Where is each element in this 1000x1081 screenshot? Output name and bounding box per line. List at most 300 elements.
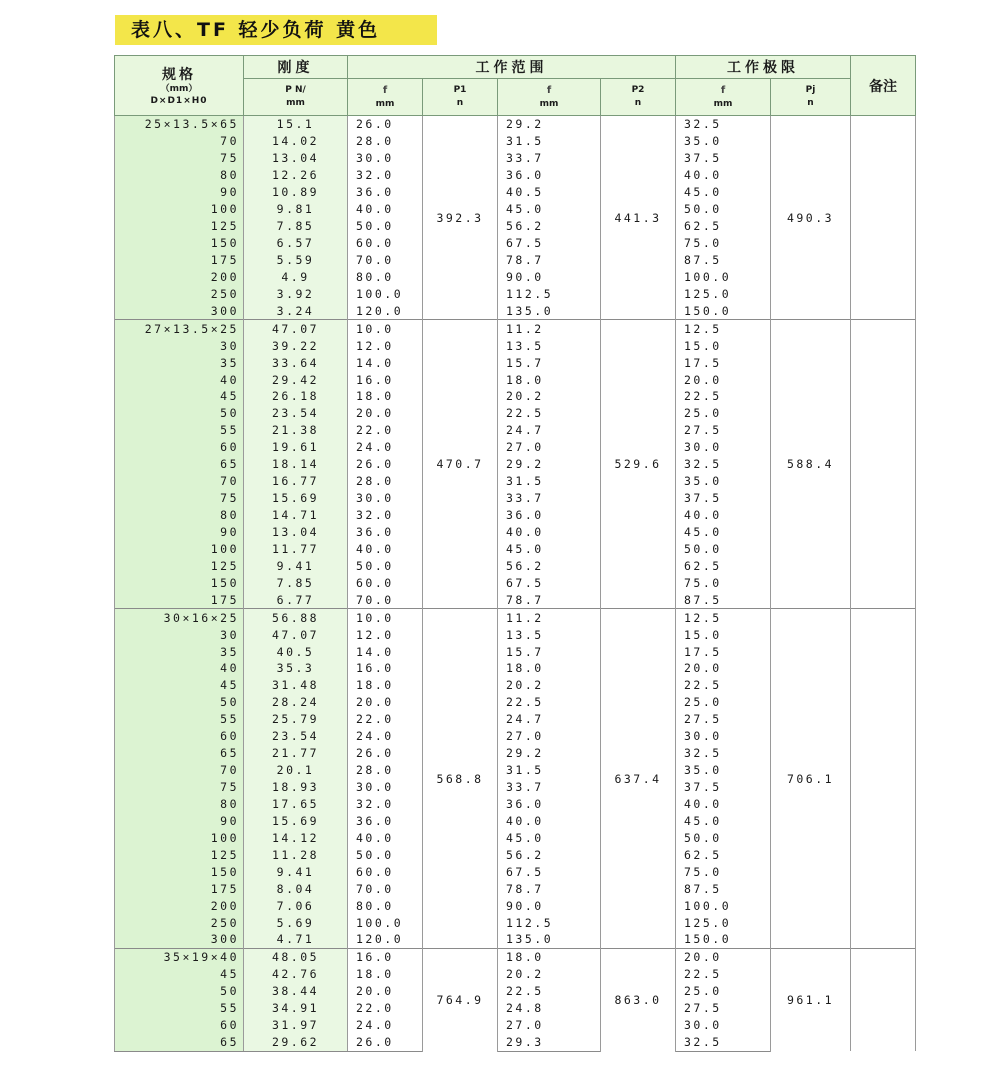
fj-cell: 37.5 bbox=[676, 779, 771, 796]
f2-cell: 56.2 bbox=[498, 557, 601, 574]
spec-cell: 300 bbox=[115, 302, 244, 319]
stiffness-cell: 5.59 bbox=[244, 252, 348, 269]
f2-cell: 45.0 bbox=[498, 201, 601, 218]
f1-cell: 24.0 bbox=[348, 728, 423, 745]
f1-cell: 50.0 bbox=[348, 846, 423, 863]
f1-header bbox=[348, 79, 423, 116]
f2-cell: 27.0 bbox=[498, 1017, 601, 1034]
fj-header bbox=[676, 79, 771, 116]
fj-cell: 50.0 bbox=[676, 201, 771, 218]
stiffness-cell: 15.1 bbox=[244, 116, 348, 133]
spec-cell: 65 bbox=[115, 745, 244, 762]
stiffness-cell: 8.04 bbox=[244, 880, 348, 897]
f2-header bbox=[498, 79, 601, 116]
spec-cell: 125 bbox=[115, 218, 244, 235]
f2-cell: 90.0 bbox=[498, 268, 601, 285]
p2-cell: 637.4 bbox=[601, 609, 676, 949]
f1-cell: 100.0 bbox=[348, 914, 423, 931]
f1-cell: 16.0 bbox=[348, 371, 423, 388]
fj-cell: 45.0 bbox=[676, 184, 771, 201]
spec-cell: 55 bbox=[115, 1000, 244, 1017]
spec-cell: 60 bbox=[115, 439, 244, 456]
spec-header bbox=[115, 56, 244, 116]
stiffness-cell: 47.07 bbox=[244, 626, 348, 643]
stiffness-unit: P N/ bbox=[285, 85, 306, 95]
f1-cell: 20.0 bbox=[348, 983, 423, 1000]
stiffness-cell: 13.04 bbox=[244, 150, 348, 167]
spec-cell: 70 bbox=[115, 762, 244, 779]
stiffness-cell: 7.85 bbox=[244, 218, 348, 235]
fj-cell: 27.5 bbox=[676, 711, 771, 728]
stiffness-cell: 9.41 bbox=[244, 863, 348, 880]
f1-cell: 28.0 bbox=[348, 473, 423, 490]
fj-unit: mm bbox=[713, 98, 733, 109]
fj-cell: 27.5 bbox=[676, 1000, 771, 1017]
stiffness-cell: 21.77 bbox=[244, 745, 348, 762]
spec-cell: 150 bbox=[115, 235, 244, 252]
stiffness-cell: 47.07 bbox=[244, 320, 348, 337]
f2-cell: 40.5 bbox=[498, 184, 601, 201]
f2-cell: 67.5 bbox=[498, 863, 601, 880]
fj-cell: 62.5 bbox=[676, 218, 771, 235]
f2-cell: 67.5 bbox=[498, 574, 601, 591]
fj-cell: 37.5 bbox=[676, 150, 771, 167]
spec-cell: 250 bbox=[115, 285, 244, 302]
f2-cell: 29.2 bbox=[498, 116, 601, 133]
stiffness-cell: 19.61 bbox=[244, 439, 348, 456]
f1-cell: 40.0 bbox=[348, 201, 423, 218]
spec-cell: 35 bbox=[115, 643, 244, 660]
fj-cell: 20.0 bbox=[676, 371, 771, 388]
spec-cell: 80 bbox=[115, 507, 244, 524]
f2-cell: 78.7 bbox=[498, 252, 601, 269]
spec-cell: 40 bbox=[115, 371, 244, 388]
fj-cell: 30.0 bbox=[676, 1017, 771, 1034]
stiffness-cell: 20.1 bbox=[244, 762, 348, 779]
spec-cell: 90 bbox=[115, 184, 244, 201]
stiffness-cell: 13.04 bbox=[244, 524, 348, 541]
stiffness-cell: 35.3 bbox=[244, 660, 348, 677]
pj-cell: 706.1 bbox=[771, 609, 851, 949]
f2-cell: 27.0 bbox=[498, 728, 601, 745]
spec-cell: 50 bbox=[115, 694, 244, 711]
f1-cell: 26.0 bbox=[348, 745, 423, 762]
f2-cell: 40.0 bbox=[498, 812, 601, 829]
fj-cell: 32.5 bbox=[676, 1034, 771, 1051]
p2-symbol: P2 bbox=[631, 85, 645, 95]
f2-cell: 20.2 bbox=[498, 388, 601, 405]
spec-cell: 200 bbox=[115, 268, 244, 285]
spec-cell: 30 bbox=[115, 626, 244, 643]
f1-cell: 60.0 bbox=[348, 863, 423, 880]
spec-cell: 75 bbox=[115, 150, 244, 167]
stiffness-cell: 11.77 bbox=[244, 540, 348, 557]
f2-cell: 15.7 bbox=[498, 354, 601, 371]
f1-cell: 40.0 bbox=[348, 829, 423, 846]
f1-cell: 50.0 bbox=[348, 557, 423, 574]
stiffness-cell: 18.14 bbox=[244, 456, 348, 473]
f1-cell: 22.0 bbox=[348, 422, 423, 439]
working-range-header: 工作范围 bbox=[348, 56, 676, 79]
fj-symbol: f bbox=[720, 84, 726, 96]
fj-cell: 32.5 bbox=[676, 745, 771, 762]
spec-cell: 75 bbox=[115, 779, 244, 796]
p1-cell: 568.8 bbox=[423, 609, 498, 949]
f1-cell: 32.0 bbox=[348, 507, 423, 524]
f2-cell: 36.0 bbox=[498, 167, 601, 184]
fj-cell: 30.0 bbox=[676, 728, 771, 745]
f1-cell: 36.0 bbox=[348, 524, 423, 541]
f1-cell: 28.0 bbox=[348, 762, 423, 779]
stiffness-cell: 40.5 bbox=[244, 643, 348, 660]
fj-cell: 12.5 bbox=[676, 609, 771, 626]
f1-cell: 16.0 bbox=[348, 660, 423, 677]
table-row bbox=[115, 948, 916, 965]
pj-symbol: Pj bbox=[805, 85, 816, 95]
f1-cell: 26.0 bbox=[348, 116, 423, 133]
spec-cell: 35×19×40 bbox=[115, 948, 244, 965]
f1-cell: 120.0 bbox=[348, 302, 423, 319]
f1-cell: 50.0 bbox=[348, 218, 423, 235]
stiffness-cell: 23.54 bbox=[244, 405, 348, 422]
f1-cell: 10.0 bbox=[348, 320, 423, 337]
stiffness-cell: 31.97 bbox=[244, 1017, 348, 1034]
stiffness-cell: 7.06 bbox=[244, 897, 348, 914]
f2-cell: 24.7 bbox=[498, 422, 601, 439]
f2-cell: 18.0 bbox=[498, 660, 601, 677]
fj-cell: 37.5 bbox=[676, 490, 771, 507]
spec-cell: 55 bbox=[115, 711, 244, 728]
stiffness-cell: 7.85 bbox=[244, 574, 348, 591]
stiffness-cell: 3.92 bbox=[244, 285, 348, 302]
f2-cell: 112.5 bbox=[498, 914, 601, 931]
f1-cell: 120.0 bbox=[348, 931, 423, 948]
fj-cell: 32.5 bbox=[676, 456, 771, 473]
f1-cell: 12.0 bbox=[348, 337, 423, 354]
fj-cell: 25.0 bbox=[676, 405, 771, 422]
spec-cell: 150 bbox=[115, 863, 244, 880]
fj-cell: 40.0 bbox=[676, 507, 771, 524]
stiffness-cell: 33.64 bbox=[244, 354, 348, 371]
spec-header-unit: （mm） bbox=[160, 84, 198, 94]
stiffness-cell: 10.89 bbox=[244, 184, 348, 201]
f2-cell: 20.2 bbox=[498, 966, 601, 983]
spec-cell: 150 bbox=[115, 574, 244, 591]
f2-cell: 27.0 bbox=[498, 439, 601, 456]
table-body bbox=[115, 116, 916, 1052]
fj-cell: 75.0 bbox=[676, 235, 771, 252]
fj-cell: 17.5 bbox=[676, 643, 771, 660]
spec-cell: 90 bbox=[115, 812, 244, 829]
remarks-header: 备注 bbox=[851, 56, 916, 116]
fj-cell: 15.0 bbox=[676, 626, 771, 643]
pj-unit: n bbox=[807, 98, 814, 108]
spec-cell: 45 bbox=[115, 677, 244, 694]
f2-cell: 29.2 bbox=[498, 456, 601, 473]
f2-cell: 18.0 bbox=[498, 948, 601, 965]
f2-cell: 36.0 bbox=[498, 507, 601, 524]
f1-cell: 100.0 bbox=[348, 285, 423, 302]
stiffness-cell: 56.88 bbox=[244, 609, 348, 626]
f2-cell: 22.5 bbox=[498, 405, 601, 422]
table-title: 表八、TF 轻少负荷 黄色 bbox=[115, 15, 437, 45]
fj-cell: 12.5 bbox=[676, 320, 771, 337]
f2-cell: 24.7 bbox=[498, 711, 601, 728]
fj-cell: 100.0 bbox=[676, 897, 771, 914]
stiffness-cell: 23.54 bbox=[244, 728, 348, 745]
fj-cell: 25.0 bbox=[676, 694, 771, 711]
f2-cell: 31.5 bbox=[498, 762, 601, 779]
p1-cell: 392.3 bbox=[423, 116, 498, 320]
spec-cell: 100 bbox=[115, 829, 244, 846]
f2-cell: 31.5 bbox=[498, 473, 601, 490]
stiffness-cell: 12.26 bbox=[244, 167, 348, 184]
p1-header bbox=[423, 79, 498, 116]
pj-cell: 588.4 bbox=[771, 320, 851, 609]
f1-cell: 36.0 bbox=[348, 812, 423, 829]
spec-cell: 90 bbox=[115, 524, 244, 541]
spec-cell: 50 bbox=[115, 983, 244, 1000]
stiffness-cell: 9.41 bbox=[244, 557, 348, 574]
stiffness-cell: 5.69 bbox=[244, 914, 348, 931]
fj-cell: 62.5 bbox=[676, 557, 771, 574]
f1-cell: 10.0 bbox=[348, 609, 423, 626]
f2-cell: 29.3 bbox=[498, 1034, 601, 1051]
p1-cell: 470.7 bbox=[423, 320, 498, 609]
fj-cell: 45.0 bbox=[676, 524, 771, 541]
spec-cell: 45 bbox=[115, 966, 244, 983]
spec-cell: 175 bbox=[115, 591, 244, 608]
f2-cell: 24.8 bbox=[498, 1000, 601, 1017]
spec-cell: 70 bbox=[115, 473, 244, 490]
stiffness-cell: 4.71 bbox=[244, 931, 348, 948]
f1-cell: 22.0 bbox=[348, 711, 423, 728]
f1-cell: 18.0 bbox=[348, 388, 423, 405]
stiffness-cell: 18.93 bbox=[244, 779, 348, 796]
stiffness-cell: 14.12 bbox=[244, 829, 348, 846]
spec-cell: 125 bbox=[115, 846, 244, 863]
f2-cell: 13.5 bbox=[498, 337, 601, 354]
fj-cell: 25.0 bbox=[676, 983, 771, 1000]
fj-cell: 27.5 bbox=[676, 422, 771, 439]
spec-cell: 55 bbox=[115, 422, 244, 439]
spec-cell: 80 bbox=[115, 796, 244, 813]
spec-cell: 35 bbox=[115, 354, 244, 371]
f2-cell: 22.5 bbox=[498, 694, 601, 711]
stiffness-cell: 17.65 bbox=[244, 796, 348, 813]
fj-cell: 87.5 bbox=[676, 252, 771, 269]
stiffness-cell: 28.24 bbox=[244, 694, 348, 711]
f1-cell: 14.0 bbox=[348, 643, 423, 660]
fj-cell: 17.5 bbox=[676, 354, 771, 371]
p1-symbol: P1 bbox=[453, 85, 467, 95]
f2-cell: 78.7 bbox=[498, 880, 601, 897]
fj-cell: 125.0 bbox=[676, 914, 771, 931]
f1-cell: 70.0 bbox=[348, 252, 423, 269]
f1-cell: 18.0 bbox=[348, 966, 423, 983]
fj-cell: 35.0 bbox=[676, 133, 771, 150]
spec-cell: 40 bbox=[115, 660, 244, 677]
stiffness-cell: 6.57 bbox=[244, 235, 348, 252]
spec-cell: 75 bbox=[115, 490, 244, 507]
f2-cell: 11.2 bbox=[498, 609, 601, 626]
spec-cell: 100 bbox=[115, 540, 244, 557]
fj-cell: 75.0 bbox=[676, 574, 771, 591]
f1-cell: 80.0 bbox=[348, 268, 423, 285]
f1-cell: 26.0 bbox=[348, 456, 423, 473]
working-limit-header: 工作极限 bbox=[676, 56, 851, 79]
fj-cell: 50.0 bbox=[676, 540, 771, 557]
spec-cell: 80 bbox=[115, 167, 244, 184]
f1-cell: 26.0 bbox=[348, 1034, 423, 1051]
f2-cell: 45.0 bbox=[498, 829, 601, 846]
fj-cell: 15.0 bbox=[676, 337, 771, 354]
pj-cell: 490.3 bbox=[771, 116, 851, 320]
f1-cell: 30.0 bbox=[348, 779, 423, 796]
spec-cell: 250 bbox=[115, 914, 244, 931]
f2-symbol: f bbox=[546, 84, 552, 96]
f1-cell: 22.0 bbox=[348, 1000, 423, 1017]
stiffness-cell: 29.62 bbox=[244, 1034, 348, 1051]
f1-cell: 30.0 bbox=[348, 490, 423, 507]
f2-cell: 112.5 bbox=[498, 285, 601, 302]
f1-cell: 16.0 bbox=[348, 948, 423, 965]
f1-cell: 12.0 bbox=[348, 626, 423, 643]
f2-cell: 45.0 bbox=[498, 540, 601, 557]
f1-cell: 24.0 bbox=[348, 1017, 423, 1034]
f1-cell: 80.0 bbox=[348, 897, 423, 914]
stiffness-cell: 48.05 bbox=[244, 948, 348, 965]
spec-cell: 30 bbox=[115, 337, 244, 354]
fj-cell: 150.0 bbox=[676, 302, 771, 319]
stiffness-cell: 25.79 bbox=[244, 711, 348, 728]
spec-cell: 60 bbox=[115, 1017, 244, 1034]
spec-cell: 30×16×25 bbox=[115, 609, 244, 626]
remarks-cell bbox=[851, 609, 916, 949]
f2-cell: 11.2 bbox=[498, 320, 601, 337]
stiffness-cell: 14.71 bbox=[244, 507, 348, 524]
f1-cell: 36.0 bbox=[348, 184, 423, 201]
fj-cell: 87.5 bbox=[676, 591, 771, 608]
fj-cell: 22.5 bbox=[676, 966, 771, 983]
f2-unit: mm bbox=[539, 98, 559, 109]
fj-cell: 125.0 bbox=[676, 285, 771, 302]
spec-cell: 60 bbox=[115, 728, 244, 745]
table-header bbox=[115, 56, 916, 116]
p2-cell: 441.3 bbox=[601, 116, 676, 320]
f2-cell: 67.5 bbox=[498, 235, 601, 252]
fj-cell: 150.0 bbox=[676, 931, 771, 948]
stiffness-cell: 16.77 bbox=[244, 473, 348, 490]
p2-cell: 863.0 bbox=[601, 948, 676, 1051]
stiffness-cell: 4.9 bbox=[244, 268, 348, 285]
stiffness-cell: 9.81 bbox=[244, 201, 348, 218]
spec-cell: 25×13.5×65 bbox=[115, 116, 244, 133]
f1-cell: 70.0 bbox=[348, 880, 423, 897]
stiffness-cell: 14.02 bbox=[244, 133, 348, 150]
fj-cell: 22.5 bbox=[676, 388, 771, 405]
p1-cell: 764.9 bbox=[423, 948, 498, 1051]
spec-cell: 175 bbox=[115, 880, 244, 897]
f2-cell: 31.5 bbox=[498, 133, 601, 150]
f2-cell: 18.0 bbox=[498, 371, 601, 388]
stiffness-cell: 21.38 bbox=[244, 422, 348, 439]
fj-cell: 50.0 bbox=[676, 829, 771, 846]
f2-cell: 135.0 bbox=[498, 931, 601, 948]
p2-cell: 529.6 bbox=[601, 320, 676, 609]
spec-cell: 70 bbox=[115, 133, 244, 150]
pj-header bbox=[771, 79, 851, 116]
stiffness-cell: 26.18 bbox=[244, 388, 348, 405]
spec-header-dims: D×D1×H0 bbox=[150, 96, 208, 106]
f1-cell: 18.0 bbox=[348, 677, 423, 694]
stiffness-cell: 3.24 bbox=[244, 302, 348, 319]
p2-unit: n bbox=[634, 98, 642, 108]
pj-cell: 961.1 bbox=[771, 948, 851, 1051]
table-row bbox=[115, 320, 916, 337]
stiffness-cell: 34.91 bbox=[244, 1000, 348, 1017]
f2-cell: 20.2 bbox=[498, 677, 601, 694]
fj-cell: 62.5 bbox=[676, 846, 771, 863]
f1-unit: mm bbox=[375, 98, 395, 109]
fj-cell: 20.0 bbox=[676, 948, 771, 965]
f2-cell: 22.5 bbox=[498, 983, 601, 1000]
fj-cell: 75.0 bbox=[676, 863, 771, 880]
stiffness-unit-header bbox=[244, 79, 348, 116]
fj-cell: 35.0 bbox=[676, 762, 771, 779]
spec-cell: 50 bbox=[115, 405, 244, 422]
spring-spec-table bbox=[114, 55, 916, 1052]
spec-cell: 100 bbox=[115, 201, 244, 218]
table-row bbox=[115, 116, 916, 133]
p2-header bbox=[601, 79, 676, 116]
stiffness-cell: 15.69 bbox=[244, 812, 348, 829]
fj-cell: 45.0 bbox=[676, 812, 771, 829]
fj-cell: 35.0 bbox=[676, 473, 771, 490]
f2-cell: 56.2 bbox=[498, 846, 601, 863]
stiffness-cell: 38.44 bbox=[244, 983, 348, 1000]
fj-cell: 87.5 bbox=[676, 880, 771, 897]
f2-cell: 29.2 bbox=[498, 745, 601, 762]
f1-cell: 28.0 bbox=[348, 133, 423, 150]
p1-unit: n bbox=[456, 98, 464, 108]
f2-cell: 33.7 bbox=[498, 779, 601, 796]
f1-cell: 60.0 bbox=[348, 574, 423, 591]
spec-cell: 200 bbox=[115, 897, 244, 914]
f1-cell: 14.0 bbox=[348, 354, 423, 371]
stiffness-cell: 11.28 bbox=[244, 846, 348, 863]
fj-cell: 40.0 bbox=[676, 796, 771, 813]
f1-cell: 60.0 bbox=[348, 235, 423, 252]
fj-cell: 30.0 bbox=[676, 439, 771, 456]
stiffness-cell: 6.77 bbox=[244, 591, 348, 608]
remarks-cell bbox=[851, 948, 916, 1051]
f2-cell: 33.7 bbox=[498, 150, 601, 167]
stiffness-cell: 29.42 bbox=[244, 371, 348, 388]
stiffness-cell: 42.76 bbox=[244, 966, 348, 983]
spec-cell: 175 bbox=[115, 252, 244, 269]
fj-cell: 40.0 bbox=[676, 167, 771, 184]
spec-cell: 27×13.5×25 bbox=[115, 320, 244, 337]
f2-cell: 15.7 bbox=[498, 643, 601, 660]
f2-cell: 13.5 bbox=[498, 626, 601, 643]
spec-cell: 45 bbox=[115, 388, 244, 405]
f1-cell: 32.0 bbox=[348, 796, 423, 813]
f1-cell: 32.0 bbox=[348, 167, 423, 184]
f2-cell: 33.7 bbox=[498, 490, 601, 507]
spec-cell: 65 bbox=[115, 456, 244, 473]
f1-cell: 24.0 bbox=[348, 439, 423, 456]
